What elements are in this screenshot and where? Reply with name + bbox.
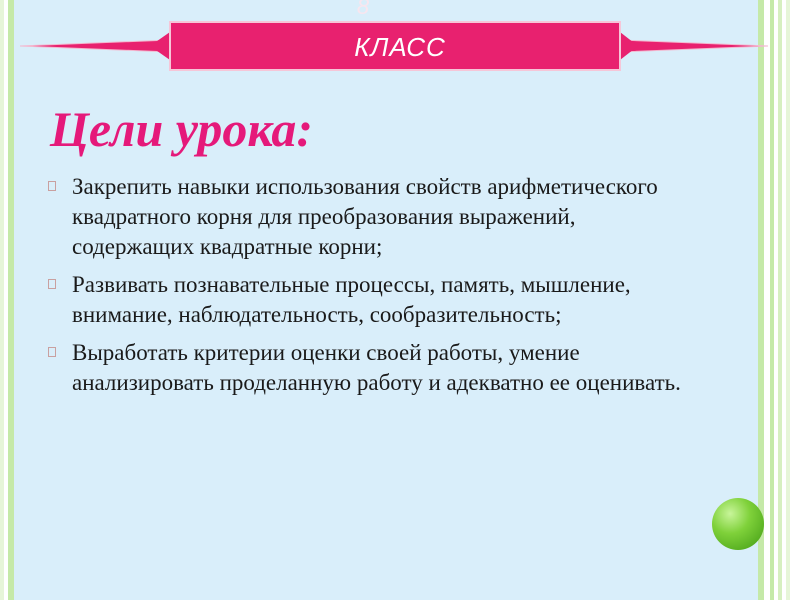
goal-item: [44, 338, 694, 398]
goal-item: [44, 270, 694, 330]
grade-label: КЛАСС: [354, 32, 446, 62]
goal-item: [44, 172, 694, 262]
bullet-icon: [48, 279, 56, 289]
left-stripe: [0, 0, 4, 600]
bullet-icon: [48, 347, 56, 357]
right-stripe-2: [778, 0, 782, 600]
right-stripe-3: [786, 0, 790, 600]
class-banner: [20, 0, 768, 80]
bullet-icon: [48, 181, 56, 191]
goals-list: [44, 172, 694, 406]
green-ball-decoration: [712, 498, 764, 550]
grade-number: 8: [356, 0, 370, 19]
goal-text: Развивать познавательные процессы, память, мышление, внимание, наблюдательность, сообразительность;: [72, 272, 631, 327]
goal-text: Закрепить навыки использования свойств арифметического квадратного корня для преобразования выражений, содержащих квадратные корни;: [72, 174, 658, 259]
slide-title: Цели урока:: [50, 101, 314, 157]
right-stripe-1: [770, 0, 774, 600]
goal-text: Выработать критерии оценки своей работы, умение анализировать проделанную работу и адекватно ее оценивать.: [72, 340, 681, 395]
